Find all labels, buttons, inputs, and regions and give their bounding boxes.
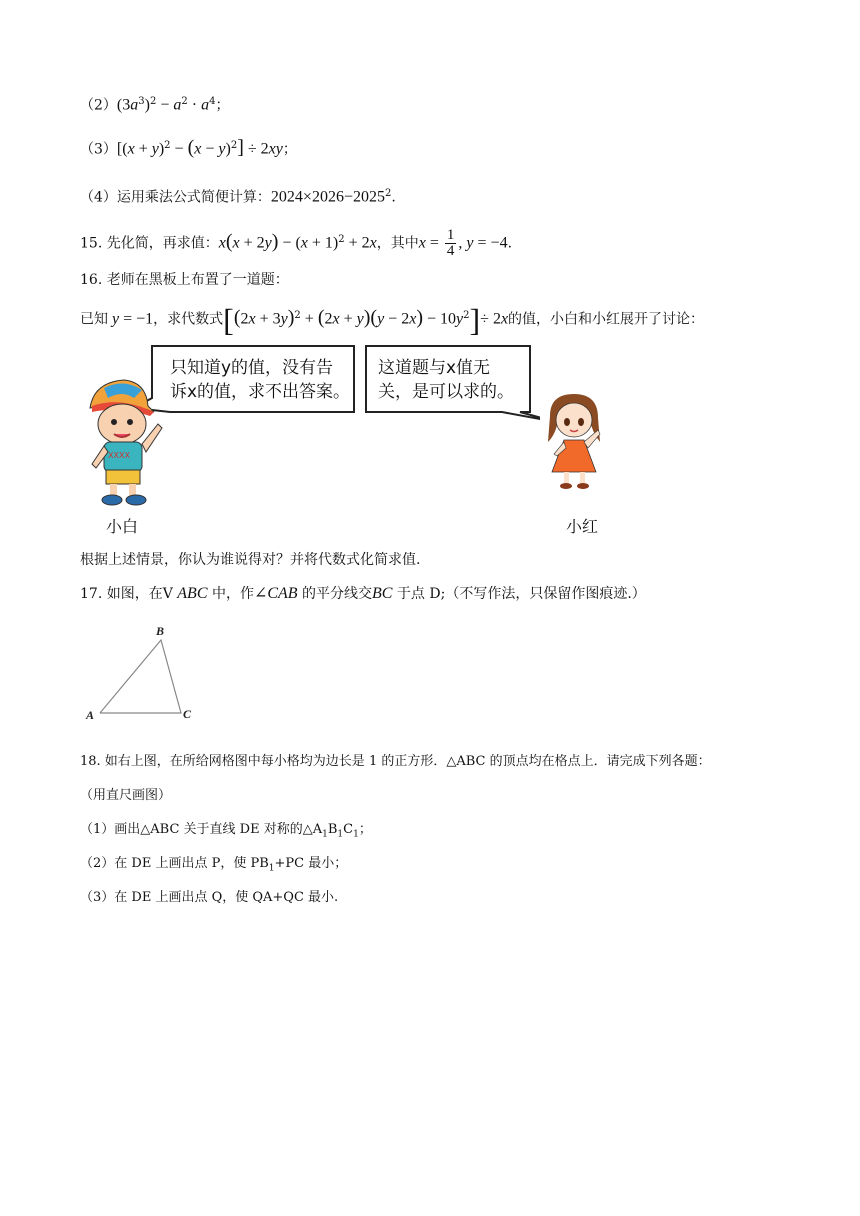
q16-given-mid: ，求代数式 — [153, 311, 224, 328]
q14-part3: $(3)[(x + y)^2 - (x - y)^2] \div 2xy$； — [80, 136, 297, 159]
q18-step2-end: +PC 最小； — [274, 856, 348, 871]
girl-illustration — [540, 392, 610, 492]
q16-given-pre: 已知 — [80, 311, 108, 328]
q16-question: 根据上述情景，你认为谁说得对？并将代数式化简求值. — [80, 552, 421, 568]
q14-part4-end: . — [391, 189, 396, 206]
q18-step2 — [80, 854, 347, 879]
q17-mid2: 的平分线交 — [297, 586, 373, 602]
q17-post: 于点 D;（不写作法，只保留作图痕迹.） — [392, 586, 646, 602]
q18-step1-sub3: 1 — [353, 829, 359, 840]
name-right: 小红 — [566, 517, 599, 536]
q18-step2-sub: 1 — [268, 863, 275, 874]
q18-step3: （3）在 DE 上画出点 Q，使 QA+QC 最小. — [80, 890, 339, 905]
q17-pre: 17. 如图，在V — [80, 586, 178, 602]
q17-segment: BC — [372, 585, 393, 602]
q18-step1-b: B — [327, 822, 338, 837]
q16-given: 已知 y = −1，求代数式$[(2x + 3y)^2 + (2x + y)(y - 2x) - 10y^2]\div 2x$的值，小白和小红展开了讨论： — [80, 301, 705, 338]
q14-part4 — [80, 184, 396, 208]
q14-part4-text: （4）运用乘法公式简便计算： — [80, 189, 271, 206]
q15-end: . — [507, 235, 513, 252]
triangle-abc — [100, 640, 181, 713]
q18-step1 — [80, 820, 372, 845]
q18-step1-text: （1）画出△ABC 关于直线 DE 对称的△A — [80, 822, 323, 837]
q18-step1-end: ； — [358, 822, 372, 837]
q14-part2-label: （2） — [80, 97, 117, 114]
q18-step1-sub2: 1 — [337, 829, 344, 840]
q17-mid1: 中，作 — [207, 586, 254, 602]
right-bubble-line2: 关，是可以求的。 — [378, 382, 514, 402]
question-15: 15. 先化简，再求值：$x(x + 2y) - (x + 1)^2 + 2x$，其中x = $\frac{1}{4}$ , y = −4. — [80, 227, 513, 259]
q14-part4-exp: 2 — [384, 188, 392, 199]
triangle-figure — [80, 622, 200, 722]
q18-step1-c: C — [343, 822, 354, 837]
q18-note: （用直尺画图） — [80, 788, 172, 803]
q17-triangle: ABC — [177, 585, 208, 602]
q14-part2: $(2)(3a^3)^2 - a^2 \cdot a^4$； — [80, 96, 230, 114]
q16-title: 16. 老师在黑板上布置了一道题： — [80, 272, 289, 288]
q15-text: 15. 先化简，再求值： — [80, 235, 219, 252]
left-bubble-line1: 只知道y的值，没有告 — [170, 358, 334, 378]
q17-angle: ∠CAB — [253, 585, 298, 602]
label-b: B — [156, 624, 165, 638]
q18-text: 18. 如右上图，在所给网格图中每小格均为边长是 1 的正方形．△ABC 的顶点均在格点上．请完成下列各题： — [80, 754, 711, 769]
label-a: A — [86, 708, 95, 722]
q14-part4-expr: 2024×2026−2025 — [270, 188, 385, 206]
q16-given-post: 的值，小白和小红展开了讨论： — [508, 311, 705, 328]
label-c: C — [183, 707, 192, 721]
boy-illustration — [84, 378, 166, 508]
q18-step1-sub1: 1 — [322, 829, 328, 840]
question-17 — [80, 584, 646, 604]
q18-step2-text: （2）在 DE 上画出点 P，使 PB — [80, 856, 269, 871]
q14-part3-label: （3） — [80, 141, 117, 158]
right-bubble-line1: 这道题与x值无 — [378, 358, 491, 378]
left-bubble-line2: 诉x的值，求不出答案。 — [170, 382, 351, 402]
name-left: 小白 — [106, 517, 139, 536]
q15-where: ，其中 — [376, 235, 419, 252]
fraction-one-quarter: $\frac{1}{4}$ — [446, 227, 455, 259]
svg-text:XXXX: XXXX — [108, 451, 130, 460]
